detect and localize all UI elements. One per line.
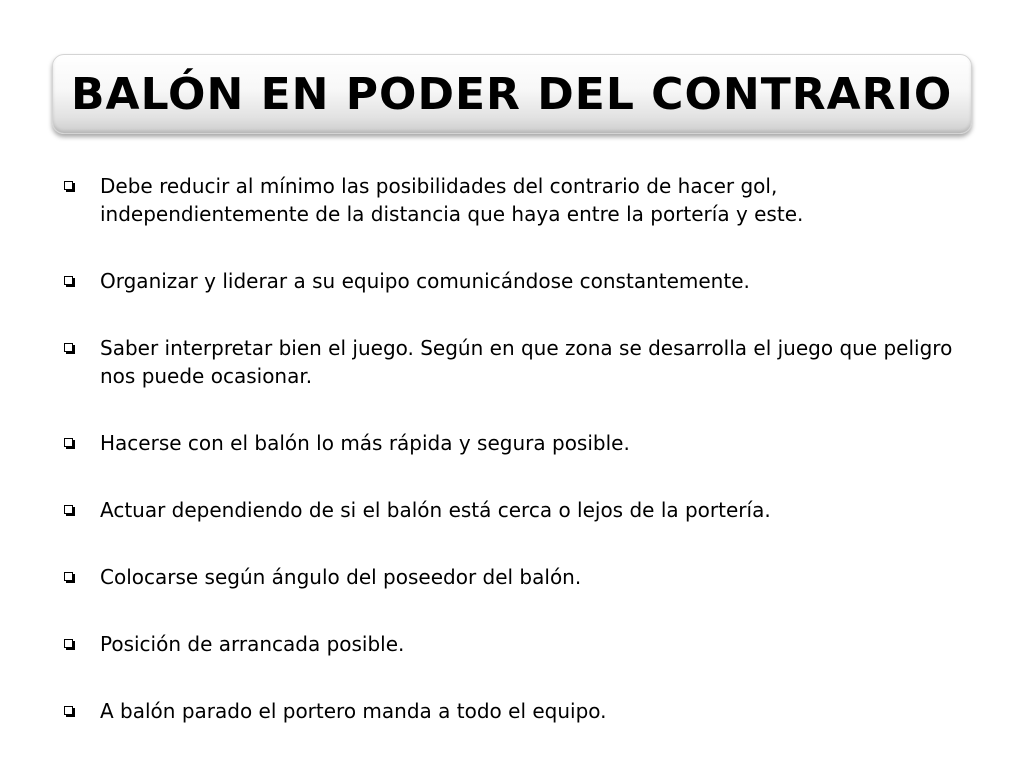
list-item <box>62 496 962 524</box>
list-item <box>62 429 962 457</box>
bullet-text: Hacerse con el balón lo más rápida y segura posible. <box>100 431 630 455</box>
bullet-text: Actuar dependiendo de si el balón está cerca o lejos de la portería. <box>100 498 771 522</box>
list-item <box>62 267 962 295</box>
checkbox-bullet-icon <box>64 639 73 648</box>
bullet-text: Debe reducir al mínimo las posibilidades del contrario de hacer gol, independientemente de la distancia que haya entre la portería y este. <box>100 174 804 226</box>
bullet-text: Saber interpretar bien el juego. Según en que zona se desarrolla el juego que peligro nos puede ocasionar. <box>100 336 953 388</box>
checkbox-bullet-icon <box>64 343 73 352</box>
list-item <box>62 697 962 725</box>
list-item <box>62 563 962 591</box>
bullet-text: Colocarse según ángulo del poseedor del balón. <box>100 565 582 589</box>
checkbox-bullet-icon <box>64 276 73 285</box>
bullet-text: A balón parado el portero manda a todo el equipo. <box>100 699 607 723</box>
checkbox-bullet-icon <box>64 505 73 514</box>
slide-title: BALÓN EN PODER DEL CONTRARIO <box>71 69 953 120</box>
bullet-list <box>62 172 962 764</box>
bullet-text: Organizar y liderar a su equipo comunicándose constantemente. <box>100 269 750 293</box>
checkbox-bullet-icon <box>64 181 73 190</box>
list-item <box>62 630 962 658</box>
list-item <box>62 334 962 390</box>
checkbox-bullet-icon <box>64 438 73 447</box>
title-banner <box>52 54 972 134</box>
checkbox-bullet-icon <box>64 572 73 581</box>
list-item <box>62 172 962 228</box>
checkbox-bullet-icon <box>64 706 73 715</box>
bullet-text: Posición de arrancada posible. <box>100 632 405 656</box>
